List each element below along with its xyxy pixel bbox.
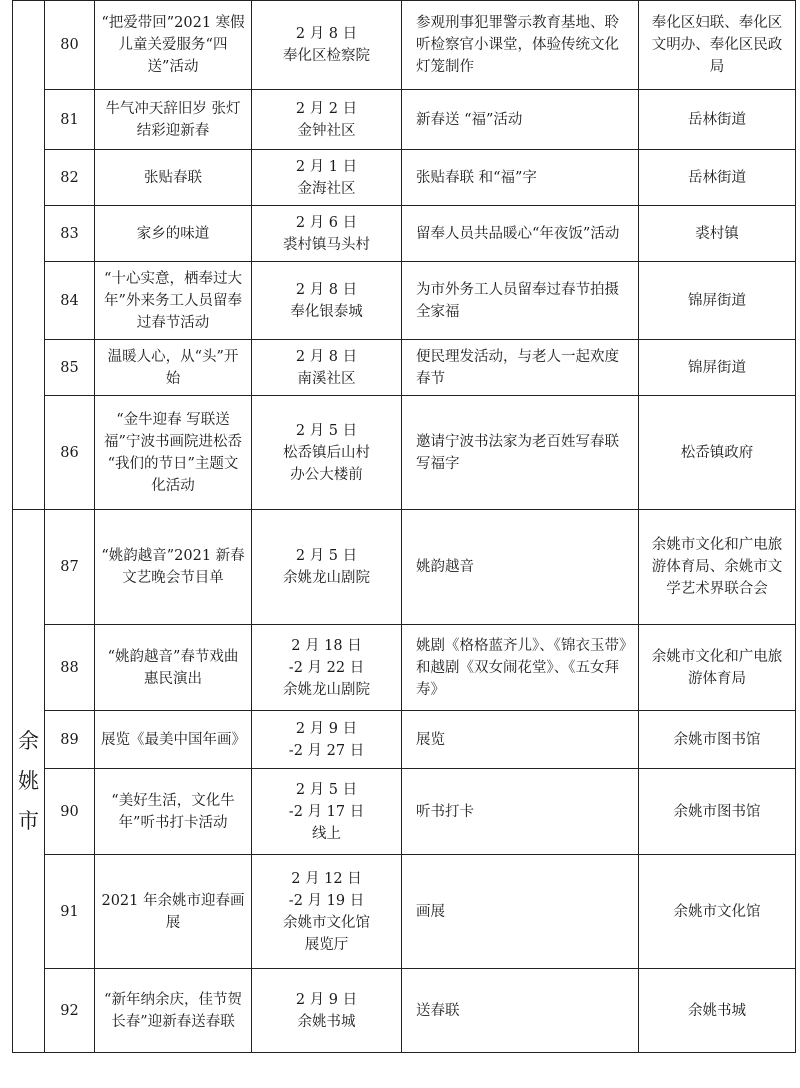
time-place-line: 余姚书城 bbox=[297, 1013, 356, 1030]
activity-content: 留奉人员共品暖心“年夜饭”活动 bbox=[402, 206, 639, 262]
activity-content: 画展 bbox=[402, 855, 639, 969]
organizer: 裘村镇 bbox=[639, 206, 796, 262]
time-place bbox=[252, 769, 402, 855]
table-row bbox=[13, 510, 796, 625]
table-row bbox=[13, 396, 796, 510]
time-place-line: 余姚龙山剧院 bbox=[283, 570, 370, 586]
activity-name: 2021 年余姚市迎春画展 bbox=[95, 855, 252, 969]
activity-content: 听书打卡 bbox=[402, 769, 639, 855]
organizer: 余姚市文化馆 bbox=[639, 855, 796, 969]
time-place-line: 奉化银泰城 bbox=[290, 303, 363, 320]
region-char: 姚 bbox=[18, 769, 39, 793]
time-place-line: 2 月 6 日 bbox=[295, 214, 358, 231]
table-row bbox=[13, 855, 796, 969]
row-number: 85 bbox=[45, 340, 95, 396]
row-number: 91 bbox=[45, 855, 95, 969]
row-number: 87 bbox=[45, 510, 95, 625]
activity-name: “十心实意，栖奉过大年”外来务工人员留奉过春节活动 bbox=[95, 262, 252, 340]
activity-name: “美好生活，文化牛年”听书打卡活动 bbox=[95, 769, 252, 855]
activity-name: 温暖人心，从“头”开始 bbox=[95, 340, 252, 396]
activity-name: 张贴春联 bbox=[95, 150, 252, 206]
time-place-line: 2 月 9 日 bbox=[295, 991, 358, 1008]
activity-content: 姚韵越音 bbox=[402, 510, 639, 625]
region-char: 市 bbox=[18, 809, 39, 833]
time-place-line: 办公大楼前 bbox=[290, 466, 363, 483]
row-number: 81 bbox=[45, 90, 95, 150]
table-row bbox=[13, 625, 796, 711]
time-place-line: -2 月 27 日 bbox=[288, 742, 365, 759]
events-table bbox=[12, 0, 796, 1053]
activity-name: “把爱带回”2021 寒假儿童关爱服务“四送”活动 bbox=[95, 1, 252, 90]
time-place-line: 2 月 2 日 bbox=[295, 100, 358, 117]
time-place-line: 2 月 1 日 bbox=[295, 158, 358, 175]
time-place-line: 展览厅 bbox=[304, 936, 349, 953]
activity-content: 姚剧《格格蓝齐儿》、《锦衣玉带》和越剧《双女闹花堂》、《五女拜寿》 bbox=[402, 625, 639, 711]
time-place-line: 南溪社区 bbox=[297, 370, 356, 387]
activity-content: 送春联 bbox=[402, 969, 639, 1053]
time-place bbox=[252, 340, 402, 396]
activity-content: 为市外务工人员留奉过春节拍摄全家福 bbox=[402, 262, 639, 340]
activity-content: 邀请宁波书法家为老百姓写春联写福字 bbox=[402, 396, 639, 510]
region-char: 余 bbox=[18, 729, 39, 753]
organizer: 岳林街道 bbox=[639, 150, 796, 206]
region-cell-yuyao bbox=[13, 510, 45, 1053]
table-row bbox=[13, 206, 796, 262]
row-number: 80 bbox=[45, 1, 95, 90]
activity-name: 家乡的味道 bbox=[95, 206, 252, 262]
table-row bbox=[13, 769, 796, 855]
organizer: 岳林街道 bbox=[639, 90, 796, 150]
time-place-line: 2 月 5 日 bbox=[295, 781, 358, 798]
time-place-line: 线上 bbox=[312, 825, 341, 842]
row-number: 89 bbox=[45, 711, 95, 769]
organizer: 锦屏街道 bbox=[639, 340, 796, 396]
activity-name: “新年纳余庆，佳节贺长春”迎新春送春联 bbox=[95, 969, 252, 1053]
time-place-line: 2 月 5 日 bbox=[295, 422, 358, 439]
organizer: 锦屏街道 bbox=[639, 262, 796, 340]
row-number: 88 bbox=[45, 625, 95, 711]
table-row bbox=[13, 711, 796, 769]
time-place bbox=[252, 150, 402, 206]
time-place-line: 余姚龙山剧院 bbox=[283, 681, 370, 698]
time-place bbox=[252, 396, 402, 510]
time-place-line: 裘村镇马头村 bbox=[283, 236, 370, 253]
time-place bbox=[252, 206, 402, 262]
time-place-line: 2 月 18 日 bbox=[291, 637, 362, 654]
organizer: 余姚市文化和广电旅游体育局 bbox=[639, 625, 796, 711]
activity-name: 展览《最美中国年画》 bbox=[95, 711, 252, 769]
table-row bbox=[13, 262, 796, 340]
time-place-line: 2 月 5 日 bbox=[295, 548, 358, 564]
table-row bbox=[13, 969, 796, 1053]
time-place-line: -2 月 19 日 bbox=[288, 892, 365, 909]
time-place-line: -2 月 22 日 bbox=[288, 659, 365, 676]
time-place bbox=[252, 1, 402, 90]
row-number: 82 bbox=[45, 150, 95, 206]
row-number: 90 bbox=[45, 769, 95, 855]
row-number: 86 bbox=[45, 396, 95, 510]
activity-content: 张贴春联 和“福”字 bbox=[402, 150, 639, 206]
time-place-line: 奉化区检察院 bbox=[283, 48, 370, 64]
organizer: 余姚市图书馆 bbox=[639, 711, 796, 769]
table-row bbox=[13, 340, 796, 396]
time-place-line: 2 月 8 日 bbox=[295, 281, 358, 298]
region-cell-fenghua bbox=[13, 1, 45, 510]
time-place-line: 金钟社区 bbox=[297, 122, 356, 139]
organizer: 松岙镇政府 bbox=[639, 396, 796, 510]
time-place bbox=[252, 510, 402, 625]
time-place bbox=[252, 625, 402, 711]
organizer: 余姚市文化和广电旅游体育局、余姚市文学艺术界联合会 bbox=[639, 510, 796, 625]
time-place-line: 2 月 12 日 bbox=[291, 870, 362, 887]
row-number: 83 bbox=[45, 206, 95, 262]
activity-content: 参观刑事犯罪警示教育基地、聆听检察官小课堂，体验传统文化灯笼制作 bbox=[402, 1, 639, 90]
time-place-line: 余姚市文化馆 bbox=[283, 914, 370, 931]
time-place-line: 松岙镇后山村 bbox=[283, 444, 370, 461]
time-place bbox=[252, 969, 402, 1053]
time-place-line: 2 月 9 日 bbox=[295, 720, 358, 737]
time-place bbox=[252, 855, 402, 969]
activity-name: “金牛迎春 写联送福”宁波书画院进松岙 “我们的节日”主题文化活动 bbox=[95, 396, 252, 510]
time-place-line: 金海社区 bbox=[297, 180, 356, 197]
row-number: 84 bbox=[45, 262, 95, 340]
time-place bbox=[252, 262, 402, 340]
table-row bbox=[13, 150, 796, 206]
time-place-line: -2 月 17 日 bbox=[288, 803, 365, 820]
organizer: 余姚书城 bbox=[639, 969, 796, 1053]
activity-content: 新春送 “福”活动 bbox=[402, 90, 639, 150]
organizer: 奉化区妇联、奉化区文明办、奉化区民政局 bbox=[639, 1, 796, 90]
activity-content: 展览 bbox=[402, 711, 639, 769]
activity-name: “姚韵越音”春节戏曲惠民演出 bbox=[95, 625, 252, 711]
row-number: 92 bbox=[45, 969, 95, 1053]
time-place bbox=[252, 711, 402, 769]
activity-content: 便民理发活动，与老人一起欢度春节 bbox=[402, 340, 639, 396]
activity-name: 牛气冲天辞旧岁 张灯结彩迎新春 bbox=[95, 90, 252, 150]
table-row bbox=[13, 1, 796, 90]
time-place bbox=[252, 90, 402, 150]
activity-name: “姚韵越音”2021 新春文艺晚会节目单 bbox=[95, 510, 252, 625]
time-place-line: 2 月 8 日 bbox=[295, 348, 358, 365]
table-row bbox=[13, 90, 796, 150]
time-place-line: 2 月 8 日 bbox=[295, 26, 358, 42]
organizer: 余姚市图书馆 bbox=[639, 769, 796, 855]
